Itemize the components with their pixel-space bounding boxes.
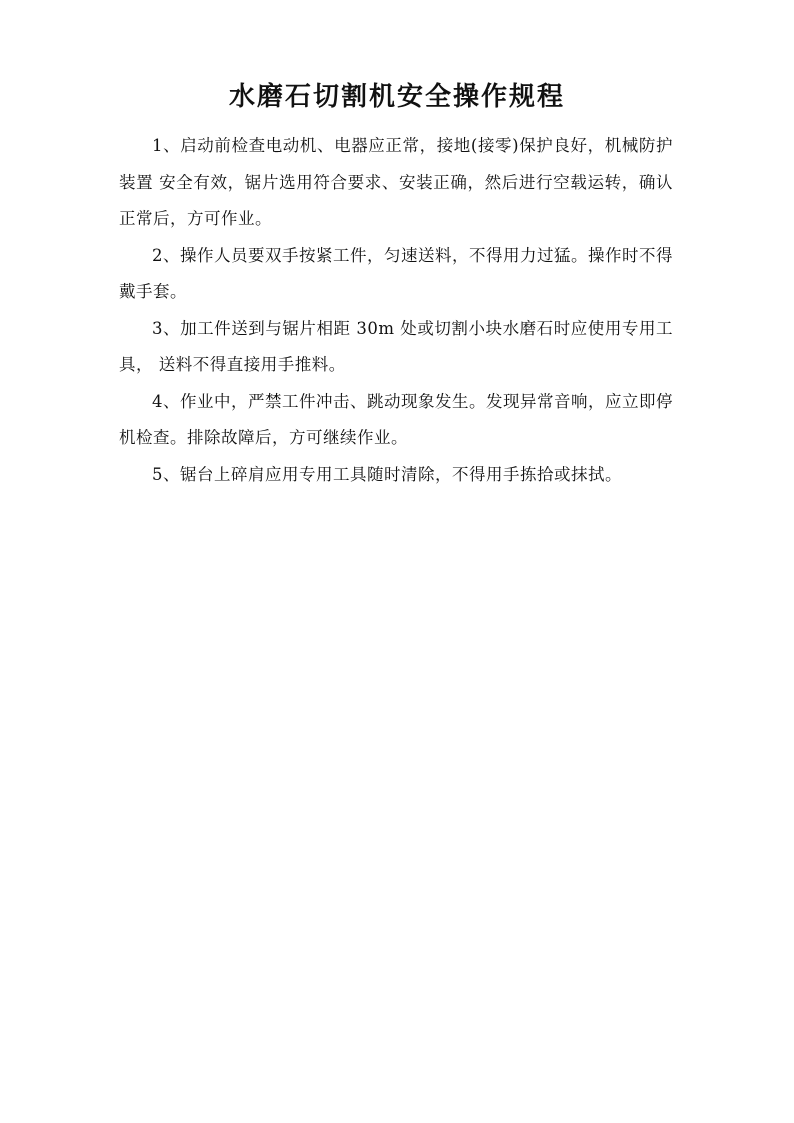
- rule-paragraph-3: 3、加工件送到与锯片相距 30m 处或切割小块水磨石时应使用专用工具， 送料不得直接用手推料。: [119, 318, 673, 374]
- rule-paragraph-2: 2、操作人员要双手按紧工件，匀速送料，不得用力过猛。操作时不得戴手套。: [119, 245, 673, 301]
- rule-paragraph-4: 4、作业中，严禁工件冲击、跳动现象发生。发现异常音响，应立即停机检查。排除故障后，方可继续作业。: [119, 391, 673, 447]
- document-title: 水磨石切割机安全操作规程: [228, 82, 565, 112]
- document-body: [119, 128, 673, 493]
- rule-paragraph-5: 5、锯台上碎肩应用专用工具随时清除，不得用手拣拾或抹拭。: [152, 464, 622, 484]
- rule-paragraph-1: 1、启动前检查电动机、电器应正常，接地(接零)保护良好，机械防护装置 安全有效，锯片选用符合要求、安装正确，然后进行空载运转，确认正常后，方可作业。: [119, 136, 673, 228]
